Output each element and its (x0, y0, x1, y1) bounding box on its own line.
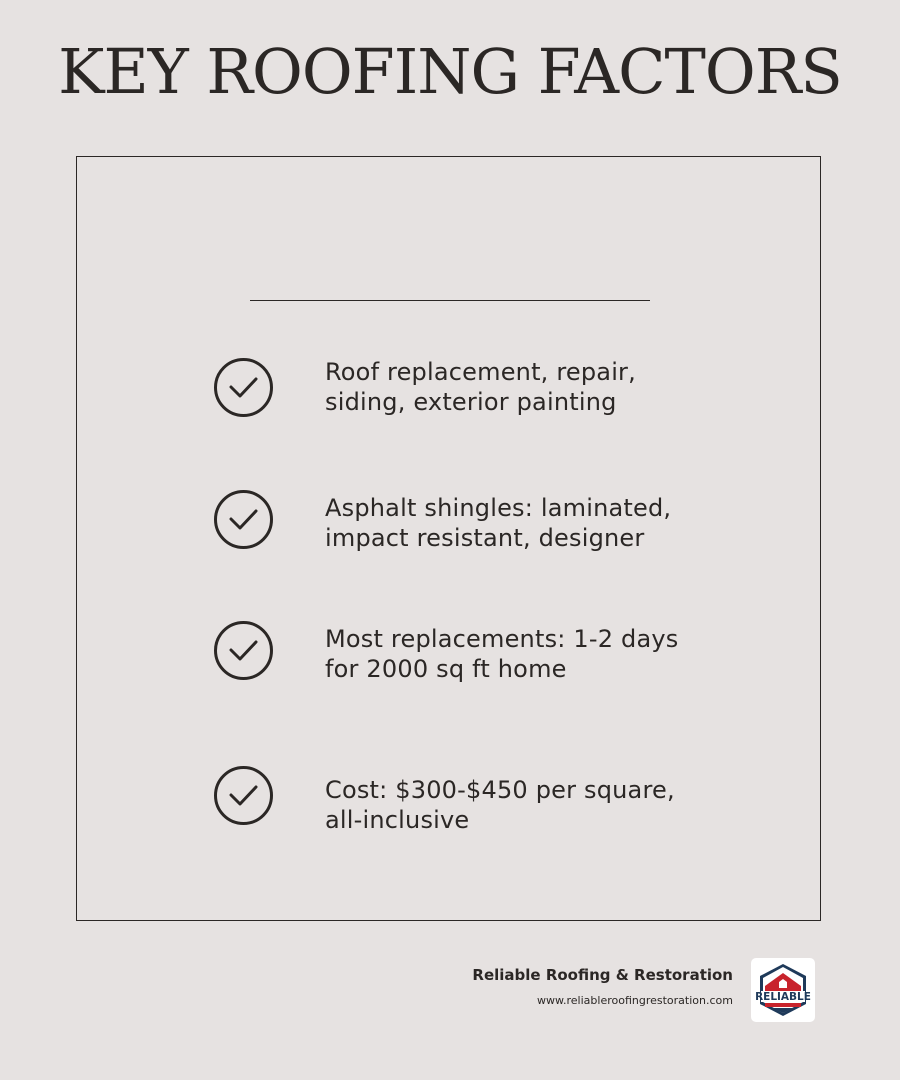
factor-item (213, 357, 733, 419)
logo-wordmark: RELIABLE (755, 991, 811, 1003)
factor-item (213, 620, 733, 682)
check-circle-icon (213, 357, 274, 418)
footer-brand (472, 966, 733, 1008)
check-circle-icon (213, 489, 274, 550)
company-logo (751, 958, 815, 1022)
factor-text: Most replacements: 1-2 days for 2000 sq ft home (325, 625, 679, 683)
company-url[interactable]: www.reliableroofingrestoration.com (537, 994, 733, 1007)
factor-text: Asphalt shingles: laminated, impact resistant, designer (325, 494, 672, 552)
factor-text: Roof replacement, repair, siding, exterior painting (325, 358, 636, 416)
check-circle-icon (213, 765, 274, 826)
factor-item (213, 765, 733, 834)
factor-item (213, 489, 733, 551)
check-circle-icon (213, 620, 274, 681)
factor-text: Cost: $300-$450 per square, all-inclusive (325, 776, 675, 834)
divider-line (250, 300, 650, 301)
company-name: Reliable Roofing & Restoration (472, 966, 733, 984)
page-title: KEY ROOFING FACTORS (58, 35, 842, 108)
